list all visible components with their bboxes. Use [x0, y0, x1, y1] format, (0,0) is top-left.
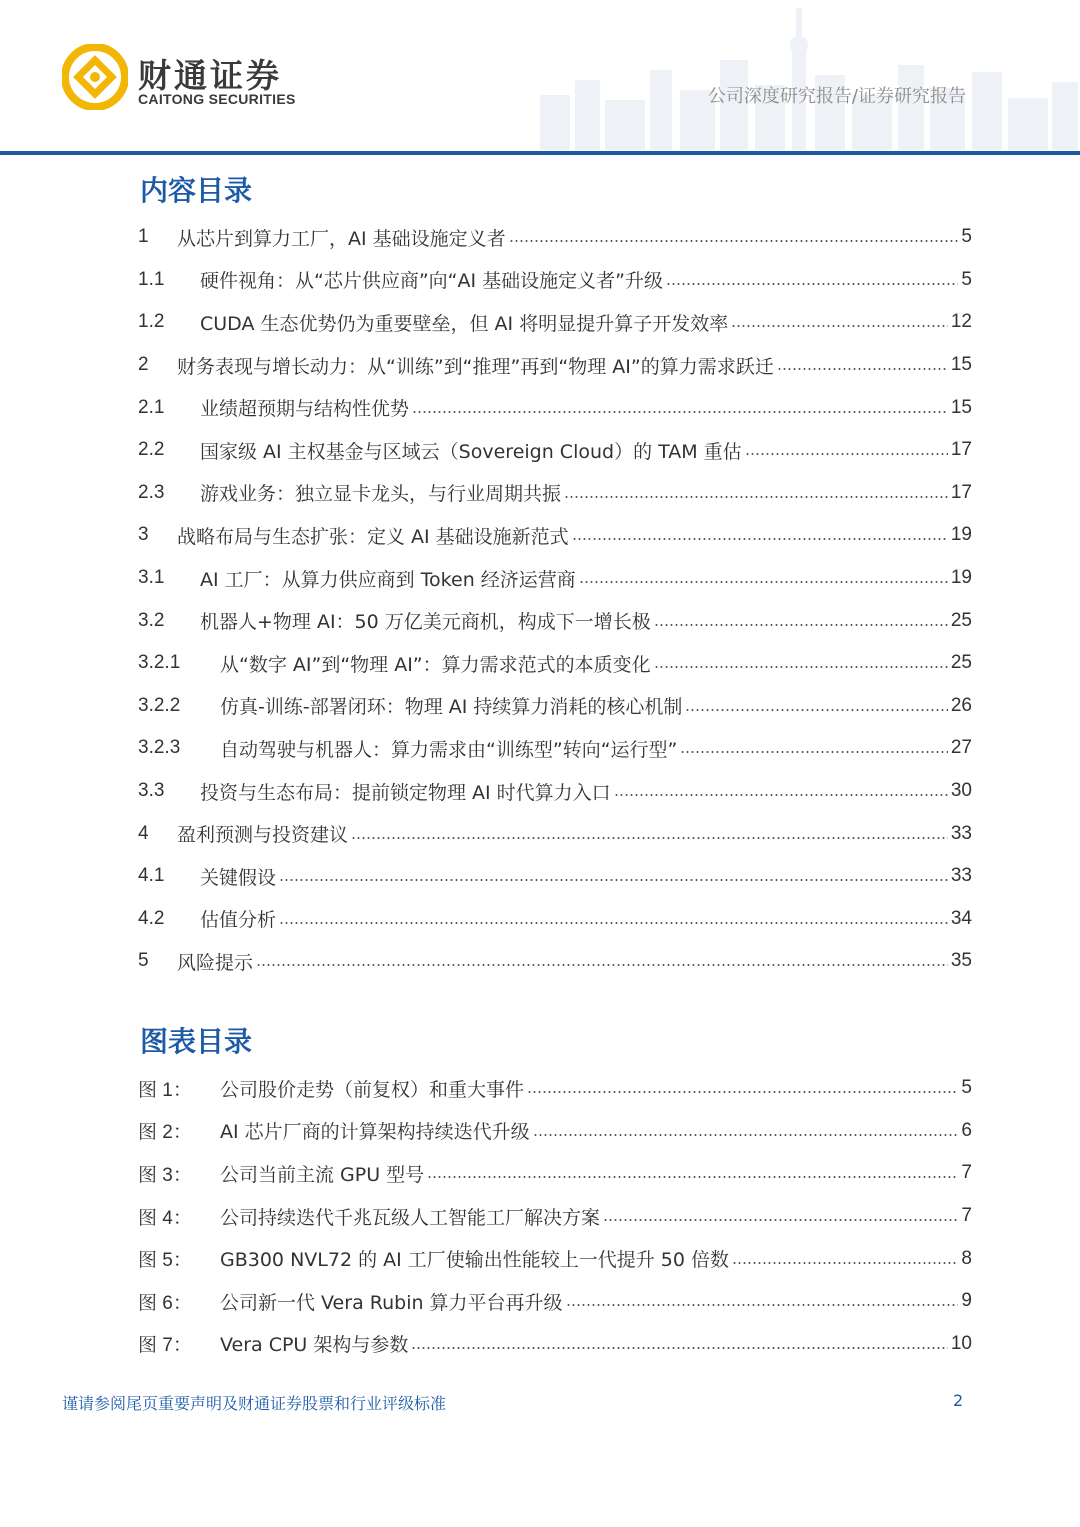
toc-entry[interactable] [138, 514, 972, 557]
entry-number: 2 [138, 354, 149, 376]
dot-leader [654, 624, 948, 626]
entry-number: 3.1 [138, 567, 165, 589]
entry-number: 1.2 [138, 311, 165, 333]
entry-page: 26 [950, 694, 972, 716]
entry-number: 图 7： [138, 1335, 192, 1357]
entry-page: 19 [950, 567, 972, 589]
toc-entry[interactable] [138, 1323, 972, 1366]
entry-title: 从“数字 AI”到“物理 AI”：算力需求范式的本质变化 [220, 653, 651, 676]
entry-page: 15 [950, 396, 972, 418]
entry-title: 国家级 AI 主权基金与区域云（Sovereign Cloud）的 TAM 重估 [200, 440, 742, 463]
dot-leader [566, 1304, 959, 1306]
toc-entry[interactable] [138, 344, 972, 387]
header-divider [0, 151, 1080, 155]
city-skyline-graphic [520, 0, 1080, 150]
entry-title: 公司股价走势（前复权）和重大事件 [220, 1078, 525, 1101]
toc-entry[interactable] [138, 599, 972, 642]
entry-title: CUDA 生态优势仍为重要壁垒，但 AI 将明显提升算子开发效率 [200, 312, 729, 335]
toc-entry[interactable] [138, 216, 972, 259]
dot-leader [533, 1134, 959, 1136]
entry-title: 机器人+物理 AI：50 万亿美元商机，构成下一增长极 [200, 611, 651, 634]
entry-page: 34 [950, 907, 972, 929]
toc-entry[interactable] [138, 1067, 972, 1110]
toc-entry[interactable] [138, 1237, 972, 1280]
entry-page: 9 [961, 1290, 972, 1312]
entry-page: 25 [950, 652, 972, 674]
entry-number: 1 [138, 226, 149, 248]
toc-section-title: 内容目录 [140, 174, 253, 207]
entry-title: 公司持续迭代千兆瓦级人工智能工厂解决方案 [220, 1206, 601, 1229]
dot-leader [412, 411, 948, 413]
dot-leader [614, 794, 948, 796]
entry-page: 27 [950, 737, 972, 759]
entry-title: 公司当前主流 GPU 型号 [220, 1163, 425, 1186]
toc-entry[interactable] [138, 1152, 972, 1195]
entry-number: 3.2 [138, 609, 165, 631]
entry-title: Vera CPU 架构与参数 [220, 1334, 409, 1357]
entry-number: 图 2： [138, 1122, 192, 1144]
entry-number: 图 4： [138, 1207, 192, 1229]
entry-title: 公司新一代 Vera Rubin 算力平台再升级 [220, 1291, 563, 1314]
entry-title: AI 工厂：从算力供应商到 Token 经济运营商 [200, 568, 576, 591]
logo-english-name: CAITONG SECURITIES [138, 91, 296, 107]
caitong-logo-icon [62, 44, 128, 110]
toc-entry[interactable] [138, 1280, 972, 1323]
dot-leader [351, 837, 948, 839]
entry-page: 6 [961, 1119, 972, 1141]
entry-title: 硬件视角：从“芯片供应商”向“AI 基础设施定义者”升级 [200, 270, 664, 293]
entry-page: 30 [950, 780, 972, 802]
entry-title: 财务表现与增长动力：从“训练”到“推理”再到“物理 AI”的算力需求跃迁 [177, 355, 774, 378]
entry-title: AI 芯片厂商的计算架构持续迭代升级 [220, 1121, 530, 1144]
table-of-contents [138, 216, 972, 983]
dot-leader [427, 1176, 958, 1178]
entry-number: 4 [138, 822, 149, 844]
entry-number: 3.2.3 [138, 737, 181, 759]
dot-leader [680, 751, 947, 753]
entry-page: 15 [950, 354, 972, 376]
dot-leader [256, 964, 948, 966]
toc-entry[interactable] [138, 855, 972, 898]
entry-number: 图 1： [138, 1079, 192, 1101]
dot-leader [685, 709, 947, 711]
entry-title: 关键假设 [200, 866, 277, 889]
entry-page: 35 [950, 950, 972, 972]
entry-title: 投资与生态布局：提前锁定物理 AI 时代算力入口 [200, 781, 611, 804]
dot-leader [579, 581, 948, 583]
toc-entry[interactable] [138, 1110, 972, 1153]
list-of-figures [138, 1067, 972, 1365]
dot-leader [279, 922, 948, 924]
entry-page: 33 [950, 822, 972, 844]
figures-section-title: 图表目录 [140, 1025, 253, 1058]
dot-leader [731, 325, 948, 327]
dot-leader [732, 1262, 958, 1264]
entry-title: 业绩超预期与结构性优势 [200, 398, 410, 421]
entry-title: 盈利预测与投资建议 [177, 824, 349, 847]
dot-leader [666, 283, 958, 285]
entry-page: 33 [950, 865, 972, 887]
entry-number: 2.2 [138, 439, 165, 461]
dot-leader [564, 496, 948, 498]
entry-number: 5 [138, 950, 149, 972]
entry-page: 5 [961, 226, 972, 248]
entry-page: 5 [961, 1077, 972, 1099]
entry-title: 从芯片到算力工厂，AI 基础设施定义者 [177, 227, 506, 250]
toc-entry[interactable] [138, 1195, 972, 1238]
entry-page: 5 [961, 268, 972, 290]
entry-page: 25 [950, 609, 972, 631]
entry-page: 19 [950, 524, 972, 546]
toc-entry[interactable] [138, 812, 972, 855]
toc-entry[interactable] [138, 727, 972, 770]
entry-page: 10 [950, 1332, 972, 1354]
entry-title: 游戏业务：独立显卡龙头，与行业周期共振 [200, 483, 562, 506]
entry-number: 2.1 [138, 396, 165, 418]
page-header [0, 0, 1080, 156]
dot-leader [527, 1091, 958, 1093]
toc-entry[interactable] [138, 429, 972, 472]
toc-entry[interactable] [138, 386, 972, 429]
entry-number: 图 5： [138, 1250, 192, 1272]
entry-page: 7 [961, 1205, 972, 1227]
page-number: 2 [953, 1391, 964, 1410]
entry-number: 2.3 [138, 481, 165, 503]
entry-number: 3.2.1 [138, 652, 181, 674]
report-type-label: 公司深度研究报告/证券研究报告 [707, 86, 966, 107]
entry-number: 图 6： [138, 1292, 192, 1314]
entry-number: 3 [138, 524, 149, 546]
dot-leader [509, 240, 959, 242]
entry-number: 3.3 [138, 780, 165, 802]
toc-entry[interactable] [138, 301, 972, 344]
toc-entry[interactable] [138, 940, 972, 983]
entry-number: 4.1 [138, 865, 165, 887]
logo-chinese-name: 财通证券 [138, 56, 282, 95]
dot-leader [745, 453, 948, 455]
dot-leader [411, 1347, 947, 1349]
dot-leader [279, 879, 948, 881]
entry-page: 17 [950, 439, 972, 461]
toc-entry[interactable] [138, 259, 972, 302]
dot-leader [777, 368, 948, 370]
entry-number: 1.1 [138, 268, 165, 290]
dot-leader [572, 538, 948, 540]
entry-title: GB300 NVL72 的 AI 工厂使输出性能较上一代提升 50 倍数 [220, 1249, 730, 1272]
entry-title: 估值分析 [200, 909, 277, 932]
footer-disclaimer: 谨请参阅尾页重要声明及财通证券股票和行业评级标准 [62, 1394, 447, 1413]
toc-entry[interactable] [138, 642, 972, 685]
entry-title: 自动驾驶与机器人：算力需求由“训练型”转向“运行型” [220, 738, 678, 761]
entry-title: 仿真-训练-部署闭环：物理 AI 持续算力消耗的核心机制 [220, 696, 683, 719]
entry-number: 图 3： [138, 1164, 192, 1186]
toc-entry[interactable] [138, 898, 972, 941]
dot-leader [654, 666, 948, 668]
entry-title: 风险提示 [177, 951, 254, 974]
entry-title: 战略布局与生态扩张：定义 AI 基础设施新范式 [177, 525, 569, 548]
entry-number: 3.2.2 [138, 694, 181, 716]
dot-leader [603, 1219, 958, 1221]
toc-entry[interactable] [138, 472, 972, 515]
entry-page: 17 [950, 481, 972, 503]
toc-entry[interactable] [138, 557, 972, 600]
entry-page: 8 [961, 1247, 972, 1269]
entry-number: 4.2 [138, 907, 165, 929]
toc-entry[interactable] [138, 770, 972, 813]
toc-entry[interactable] [138, 685, 972, 728]
entry-page: 7 [961, 1162, 972, 1184]
entry-page: 12 [950, 311, 972, 333]
